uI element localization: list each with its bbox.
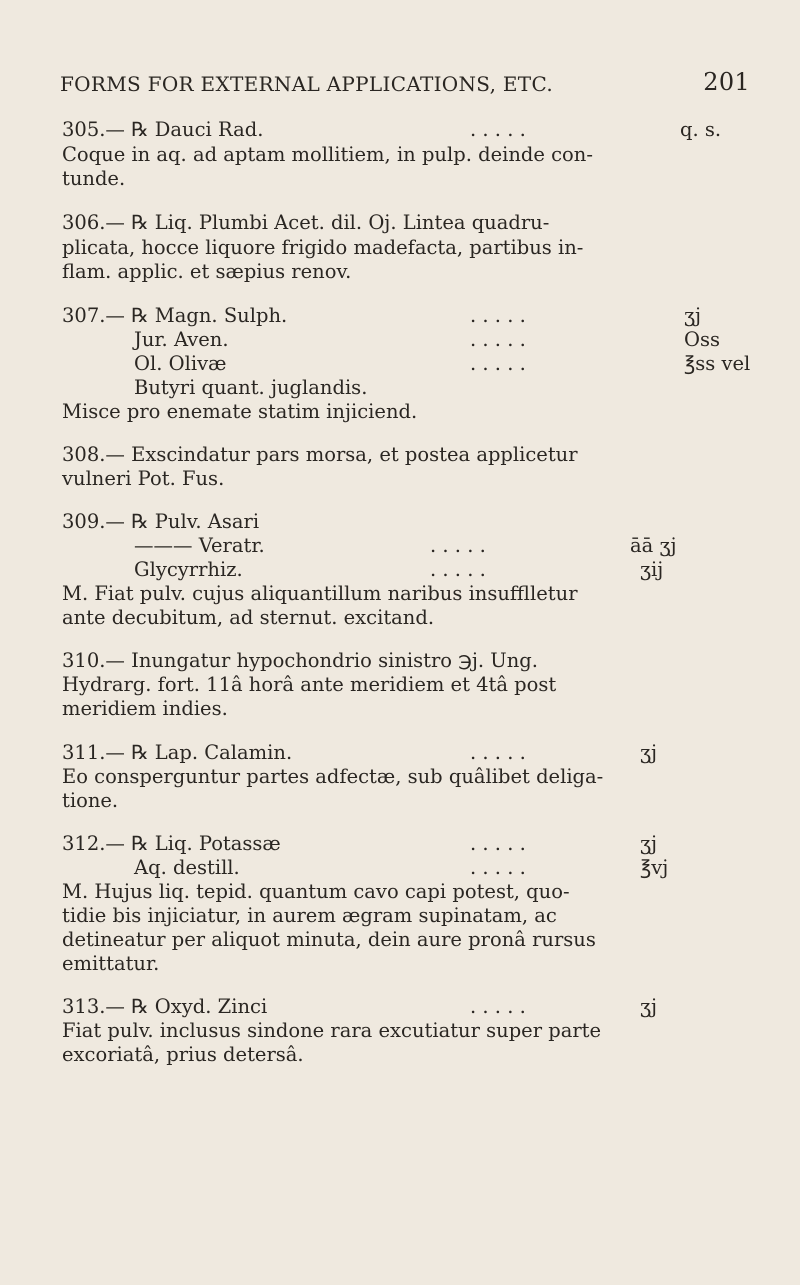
entry-307-line-3: Ol. Olivæ	[134, 352, 227, 375]
quantity: ʒj	[640, 741, 658, 764]
entry-313-line-2: Fiat pulv. inclusus sindone rara excutiatur super parte	[62, 1019, 602, 1042]
entry-307-line-5: Misce pro enemate statim injiciend.	[62, 400, 418, 423]
quantity: ʒij	[640, 558, 664, 581]
entry-312-line-3: M. Hujus liq. tepid. quantum cavo capi potest, quo-	[62, 880, 570, 903]
leader-dots: . . . . .	[470, 741, 526, 764]
quantity: Oss	[684, 328, 721, 351]
entry-307-line-4: Butyri quant. juglandis.	[134, 376, 368, 399]
leader-dots: . . . . .	[470, 352, 526, 375]
leader-dots: . . . . .	[470, 856, 526, 879]
leader-dots: . . . . .	[470, 304, 526, 327]
page-number: 201	[703, 68, 750, 96]
entry-306-line-3: flam. applic. et sæpius renov.	[62, 260, 352, 283]
entry-310-line-1: 310.— Inungatur hypochondrio sinistro ℈j. Ung.	[62, 649, 538, 672]
entry-305-line-1: 305.— ℞ Dauci Rad.	[62, 118, 264, 141]
leader-dots: . . . . .	[470, 328, 526, 351]
entry-309-line-2: ——— Veratr.	[134, 534, 265, 557]
entry-307-line-2: Jur. Aven.	[134, 328, 229, 351]
entry-309-line-1: 309.— ℞ Pulv. Asari	[62, 510, 260, 533]
leader-dots: . . . . .	[470, 118, 526, 141]
entry-311-line-1: 311.— ℞ Lap. Calamin.	[62, 741, 293, 764]
entry-307-line-1: 307.— ℞ Magn. Sulph.	[62, 304, 288, 327]
entry-309-line-5: ante decubitum, ad sternut. excitand.	[62, 606, 435, 629]
entry-306-line-2: plicata, hocce liquore frigido madefacta, partibus in-	[62, 236, 584, 259]
quantity: āā ʒj	[630, 534, 677, 557]
quantity: ℥ss vel	[684, 352, 751, 375]
entry-305-line-2: Coque in aq. ad aptam mollitiem, in pulp. deinde con-	[62, 143, 593, 166]
quantity: ʒj	[640, 995, 658, 1018]
leader-dots: . . . . .	[430, 534, 486, 557]
entry-312-line-5: detineatur per aliquot minuta, dein aure pronâ rursus	[62, 928, 596, 951]
entry-312-line-6: emittatur.	[62, 952, 160, 975]
quantity: ℥vj	[640, 856, 669, 879]
entry-305-line-3: tunde.	[62, 167, 126, 190]
entry-306-line-1: 306.— ℞ Liq. Plumbi Acet. dil. Oj. Lintea quadru-	[62, 211, 550, 234]
entry-312-line-1: 312.— ℞ Liq. Potassæ	[62, 832, 281, 855]
quantity: ʒj	[684, 304, 702, 327]
leader-dots: . . . . .	[470, 995, 526, 1018]
entry-311-line-2: Eo consperguntur partes adfectæ, sub quâlibet deliga-	[62, 765, 604, 788]
quantity: ʒj	[640, 832, 658, 855]
entry-312-line-2: Aq. destill.	[134, 856, 240, 879]
entry-310-line-3: meridiem indies.	[62, 697, 228, 720]
entry-313-line-1: 313.— ℞ Oxyd. Zinci	[62, 995, 268, 1018]
entry-309-line-3: Glycyrrhiz.	[134, 558, 243, 581]
leader-dots: . . . . .	[470, 832, 526, 855]
entry-308-line-1: 308.— Exscindatur pars morsa, et postea applicetur	[62, 443, 578, 466]
entry-311-line-3: tione.	[62, 789, 119, 812]
entry-313-line-3: excoriatâ, prius detersâ.	[62, 1043, 304, 1066]
leader-dots: . . . . .	[430, 558, 486, 581]
entry-312-line-4: tidie bis injiciatur, in aurem ægram supinatam, ac	[62, 904, 557, 927]
entry-309-line-4: M. Fiat pulv. cujus aliquantillum naribus insufflletur	[62, 582, 578, 605]
entry-308-line-2: vulneri Pot. Fus.	[62, 467, 225, 490]
entry-310-line-2: Hydrarg. fort. 11â horâ ante meridiem et 4tâ post	[62, 673, 557, 696]
running-title: FORMS FOR EXTERNAL APPLICATIONS, ETC.	[60, 72, 553, 96]
quantity: q. s.	[680, 118, 722, 141]
